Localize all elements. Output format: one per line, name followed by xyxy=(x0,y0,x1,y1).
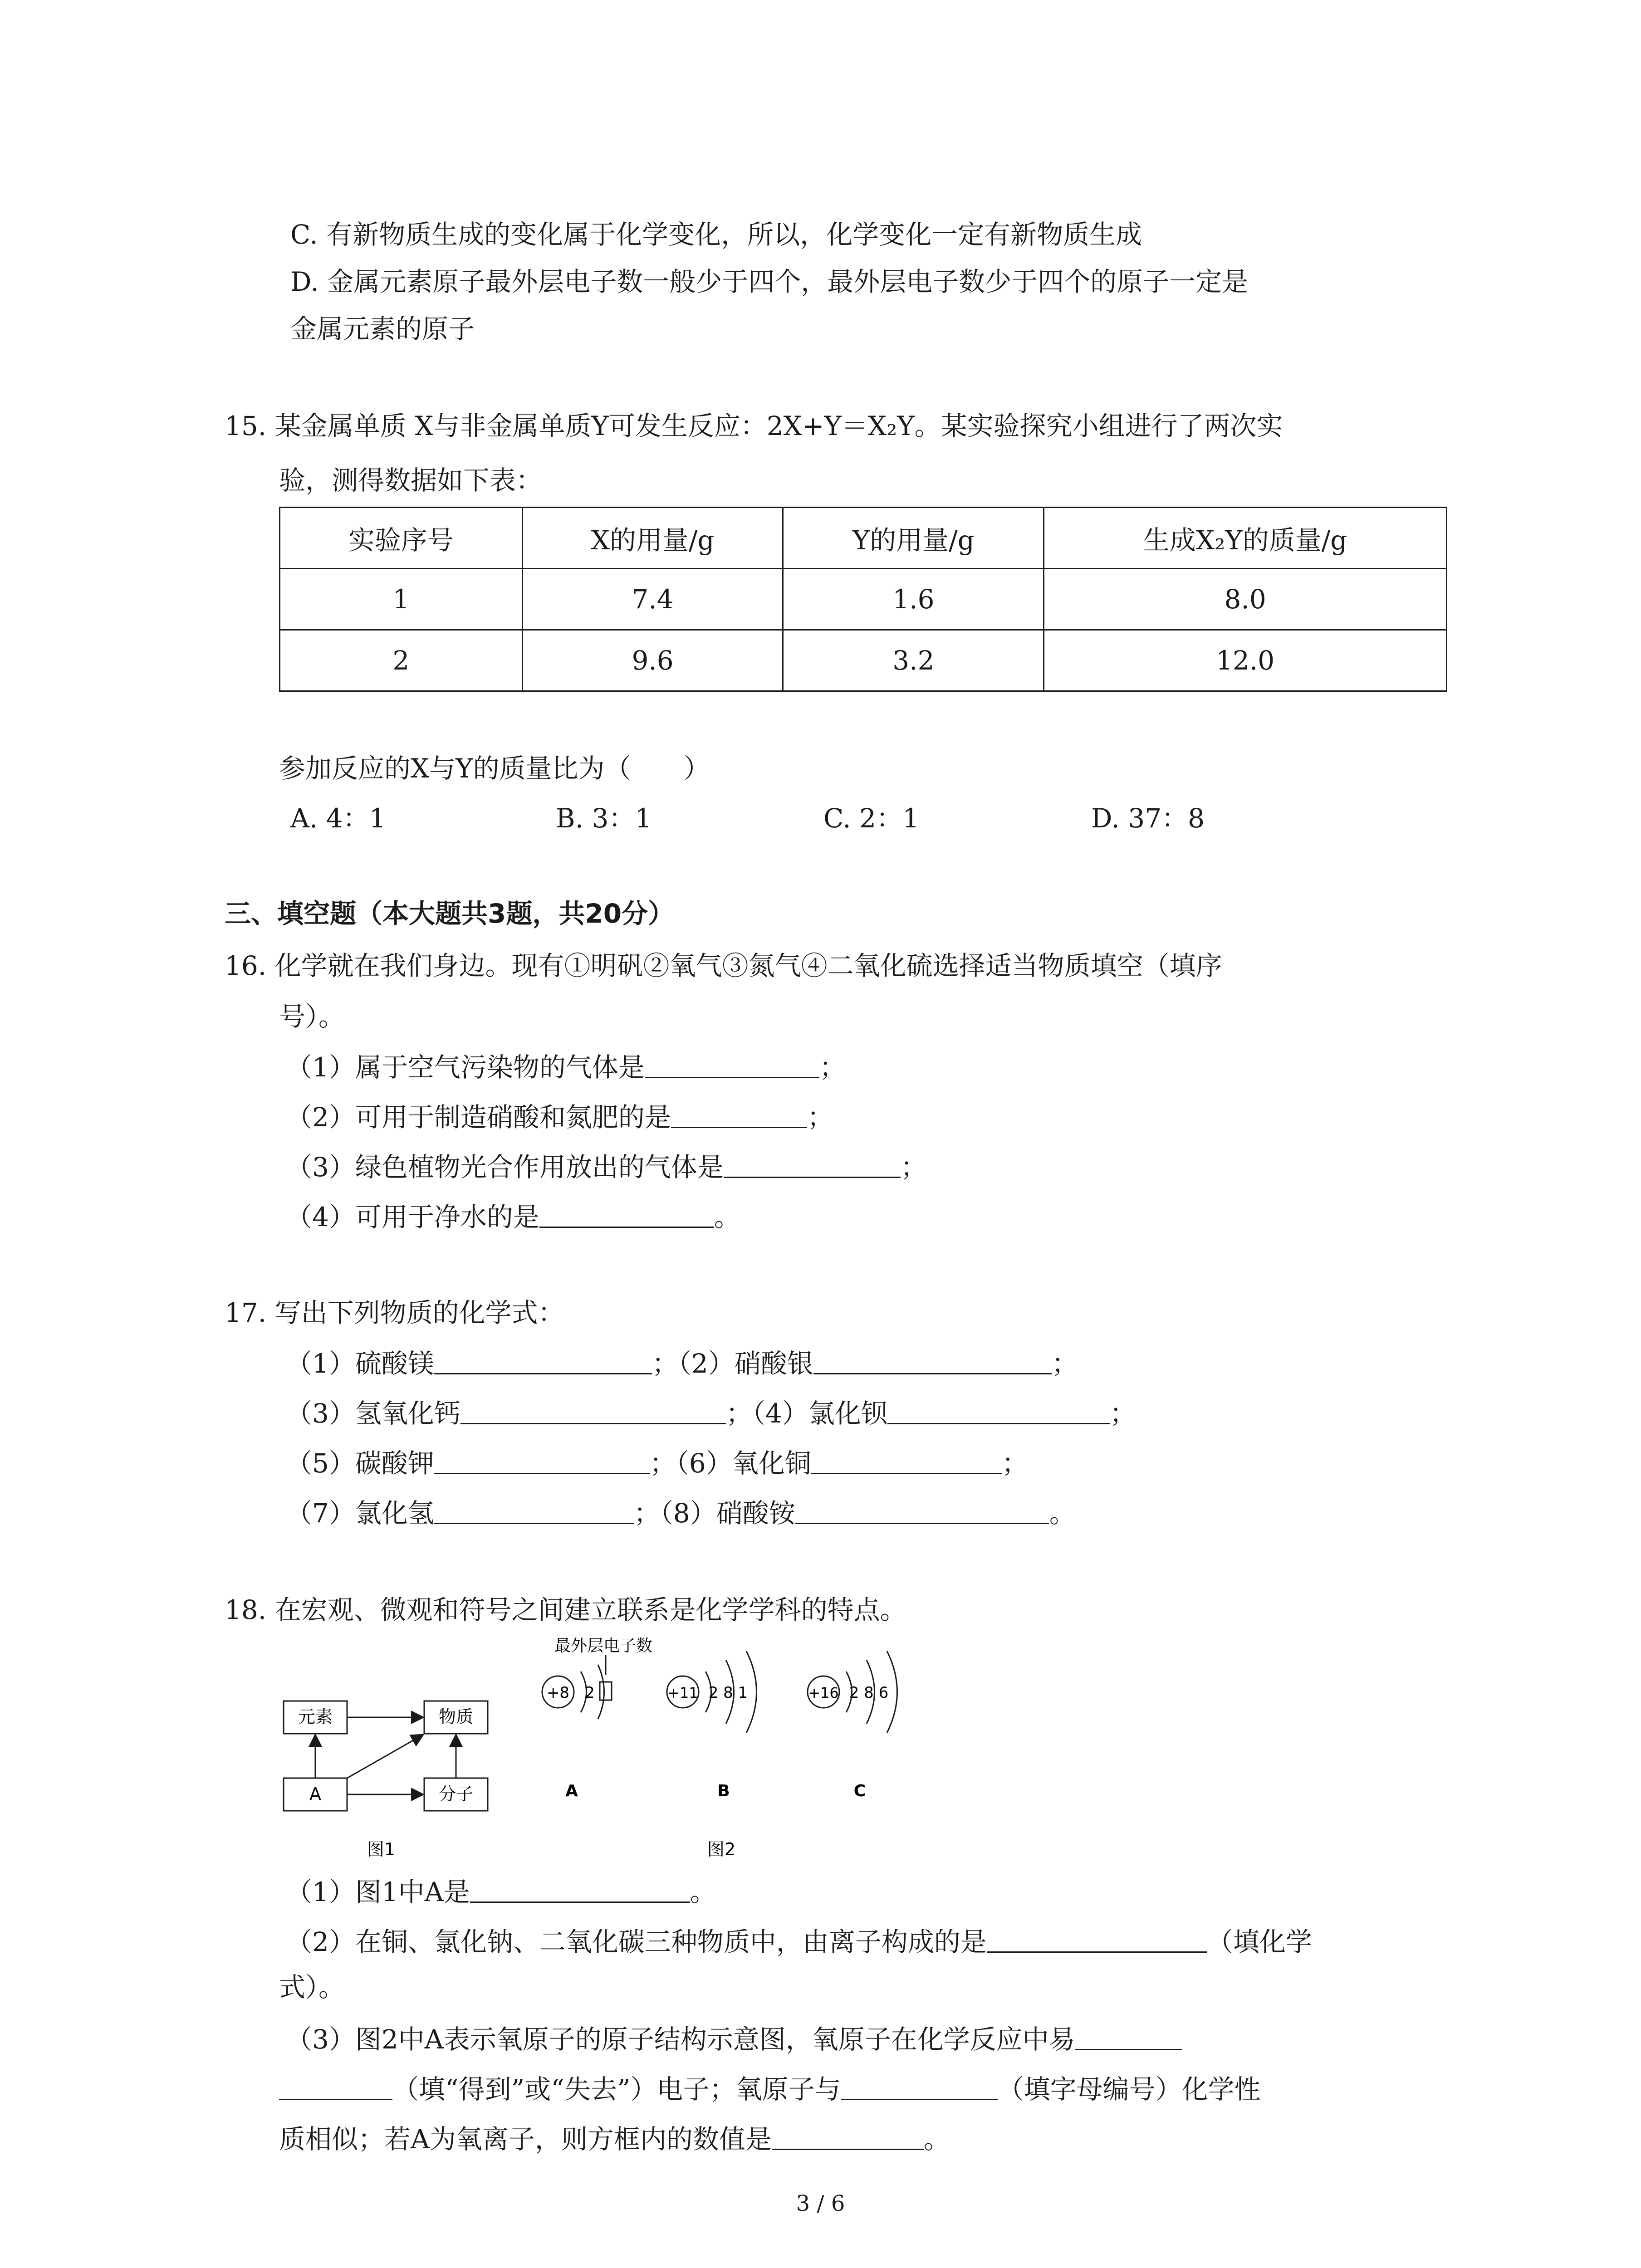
q18-part-3-line3: 质相似；若A为氧离子，则方框内的数值是 。 xyxy=(279,2124,950,2155)
q17-row-1: （1）硫酸镁 ；（2）硝酸银 ； xyxy=(286,1348,1078,1379)
label-fenzi: 分子 xyxy=(438,1784,474,1804)
answer-blank[interactable] xyxy=(434,1449,650,1474)
label-outer-electrons: 最外层电子数 xyxy=(554,1637,653,1655)
q17-title: 17. 写出下列物质的化学式： xyxy=(225,1297,564,1328)
table-cell: 12.0 xyxy=(1044,630,1447,691)
q18-part-3-line2: （填“得到”或“失去”）电子；氧原子与 （填字母编号）化学性 xyxy=(279,2075,1261,2102)
atom-a-shells: 2 xyxy=(585,1684,595,1702)
nucleus-b-charge: +11 xyxy=(667,1684,698,1701)
q15-stem-line2: 验，测得数据如下表： xyxy=(279,465,543,496)
table-cell: 9.6 xyxy=(522,630,783,691)
answer-blank[interactable] xyxy=(724,1153,901,1178)
arrow xyxy=(347,1735,423,1778)
figure-1-caption: 图1 xyxy=(367,1839,396,1859)
table-cell: 8.0 xyxy=(1044,569,1447,630)
q16-item-1: （1）属于空气污染物的气体是 ； xyxy=(286,1052,846,1083)
q16-item-2: （2）可用于制造硝酸和氮肥的是 ； xyxy=(286,1102,833,1133)
table-header: 实验序号 xyxy=(280,508,523,569)
answer-blank[interactable] xyxy=(987,1928,1207,1953)
answer-blank[interactable] xyxy=(279,2075,392,2100)
q16-item-3: （3）绿色植物光合作用放出的气体是 ； xyxy=(286,1152,927,1183)
table-header: 生成X₂Y的质量/g xyxy=(1044,508,1447,569)
label-wuzhi: 物质 xyxy=(438,1707,474,1727)
q15-option-c: C. 2：1 xyxy=(823,803,919,834)
nucleus-a-charge: +8 xyxy=(546,1684,570,1702)
q14-option-d-line2: 金属元素的原子 xyxy=(290,313,475,344)
label-a: A xyxy=(309,1784,321,1804)
atom-c-shells: 2 8 6 xyxy=(849,1684,889,1702)
shell-arc xyxy=(598,1665,604,1719)
q18-part-3-line1: （3）图2中A表示氧原子的原子结构示意图，氧原子在化学反应中易 xyxy=(286,2025,1182,2053)
table-row xyxy=(280,569,1447,630)
answer-blank[interactable] xyxy=(434,1349,652,1374)
table-cell: 2 xyxy=(280,630,523,691)
table-header: Y的用量/g xyxy=(783,508,1044,569)
q14-option-d-line1: D. 金属元素原子最外层电子数一般少于四个，最外层电子数少于四个的原子一定是 xyxy=(290,266,1249,297)
q16-item-4: （4）可用于净水的是 。 xyxy=(286,1202,740,1232)
figure-2-atom-diagrams xyxy=(542,1637,897,1859)
shell-arc xyxy=(746,1651,757,1733)
table-cell: 1.6 xyxy=(783,569,1044,630)
atom-a-letter: A xyxy=(565,1782,578,1800)
answer-blank[interactable] xyxy=(813,1349,1052,1374)
answer-blank[interactable] xyxy=(841,2075,998,2100)
table-header: X的用量/g xyxy=(522,508,783,569)
answer-blank[interactable] xyxy=(434,1499,634,1524)
q18-title: 18. 在宏观、微观和符号之间建立联系是化学学科的特点。 xyxy=(225,1594,906,1625)
q18-figures xyxy=(272,1633,1043,1873)
q16-stem-line2: 号）。 xyxy=(279,1001,345,1032)
table-cell: 1 xyxy=(280,569,523,630)
q17-row-4: （7）氯化氢 ；（8）硝酸铵 。 xyxy=(286,1498,1076,1529)
nucleus-c-charge: +16 xyxy=(808,1684,839,1701)
q18-part-2-line2: 式）。 xyxy=(279,1972,345,2003)
q15-stem-line1: 15. 某金属单质 X与非金属单质Y可发生反应：2X+Y＝X₂Y。某实验探究小组进行了两次实 xyxy=(225,411,1283,441)
q18-part-1: （1）图1中A是 。 xyxy=(286,1877,716,1907)
q16-stem-line1: 16. 化学就在我们身边。现有①明矾②氧气③氮气④二氧化硫选择适当物质填空（填序 xyxy=(225,950,1222,981)
q15-question: 参加反应的X与Y的质量比为（ ） xyxy=(279,753,710,784)
q14-option-c: C. 有新物质生成的变化属于化学变化，所以，化学变化一定有新物质生成 xyxy=(290,219,1142,250)
answer-blank[interactable] xyxy=(470,1878,690,1903)
shell-arc xyxy=(887,1651,897,1733)
q15-data-table xyxy=(279,507,1447,692)
figure-2-caption: 图2 xyxy=(707,1839,736,1859)
answer-blank[interactable] xyxy=(811,1449,1002,1474)
answer-blank[interactable] xyxy=(645,1053,819,1078)
table-cell: 3.2 xyxy=(783,630,1044,691)
atom-b-letter: B xyxy=(717,1782,730,1800)
answer-blank[interactable] xyxy=(539,1203,714,1228)
page-number: 3 / 6 xyxy=(796,2191,845,2216)
answer-blank[interactable] xyxy=(460,1399,726,1424)
atom-b-shells: 2 8 1 xyxy=(708,1684,748,1702)
table-header-row xyxy=(280,508,1447,569)
answer-blank[interactable] xyxy=(671,1103,807,1128)
q15-option-a: A. 4：1 xyxy=(290,803,386,834)
answer-blank[interactable] xyxy=(887,1399,1110,1424)
answer-blank[interactable] xyxy=(795,1499,1049,1524)
q17-row-3: （5）碳酸钾 ；（6）氧化铜 ； xyxy=(286,1448,1028,1479)
table-row xyxy=(280,630,1447,691)
q17-row-2: （3）氢氧化钙 ；（4）氯化钡 ； xyxy=(286,1398,1136,1429)
atom-c-letter: C xyxy=(853,1782,866,1800)
q18-part-2-line1: （2）在铜、氯化钠、二氧化碳三种物质中，由离子构成的是 （填化学 xyxy=(286,1926,1312,1957)
figure-1-concept-map xyxy=(284,1701,488,1859)
answer-blank[interactable] xyxy=(1075,2025,1182,2050)
blank-box xyxy=(600,1682,612,1700)
q15-option-d: D. 37：8 xyxy=(1091,803,1205,834)
label-yuansu: 元素 xyxy=(298,1707,333,1727)
section-title: 三、填空题（本大题共3题，共20分） xyxy=(225,898,675,929)
answer-blank[interactable] xyxy=(772,2125,924,2150)
q15-option-b: B. 3：1 xyxy=(556,803,652,834)
table-cell: 7.4 xyxy=(522,569,783,630)
